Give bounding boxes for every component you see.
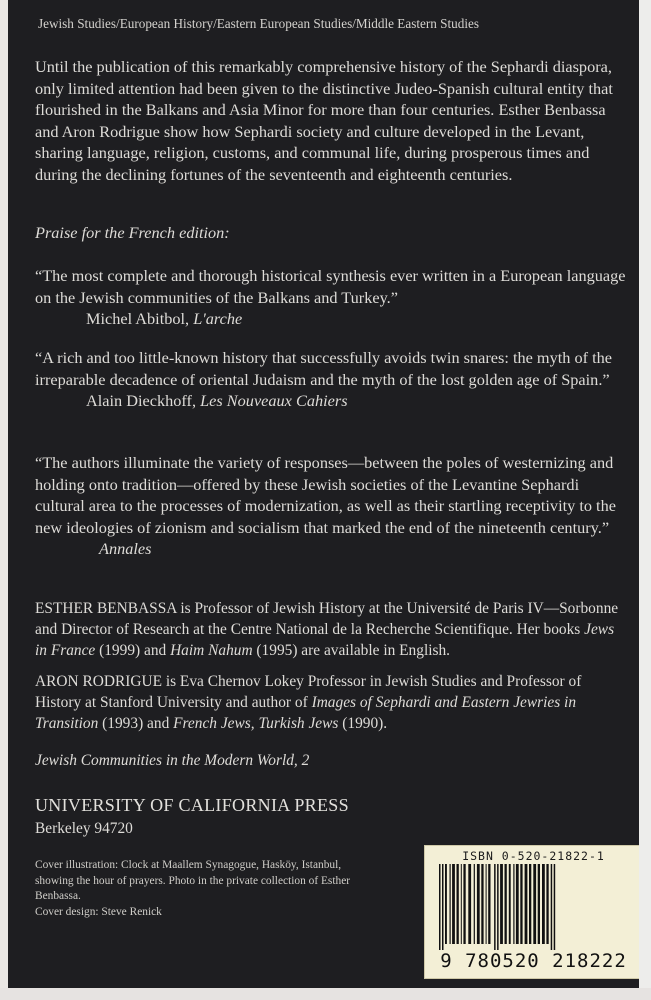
bio-text: (1993) and — [98, 715, 174, 732]
review-quote-3 — [35, 452, 627, 560]
page-edge-bottom — [0, 988, 651, 1000]
illustration-credit: Cover illustration: Clock at Maallem Synagogue, Hasköy, Istanbul, showing the hour of prayers. Photo in the private collection of Esther Benbassa. — [35, 859, 351, 902]
quote-attribution — [35, 308, 627, 330]
quote-source: Les Nouveaux Cahiers — [200, 391, 348, 410]
isbn-text: ISBN 0-520-21822-1 — [462, 849, 605, 863]
bio-text: (1995) are available in English. — [252, 642, 451, 659]
book-title: Images of Sephardi and Eastern Jewries in Transition — [35, 694, 577, 732]
barcode-icon — [437, 864, 629, 950]
author-bio-benbassa — [35, 598, 627, 661]
cover-credits — [35, 858, 375, 920]
quote-text: “The authors illuminate the variety of responses—between the poles of westernizing and holding onto tradition—offered by these Jewish societies of the Levantine Sephardi cultural area to the processes of modernization, as well as their startling receptivity to the new ideologies of zionism and socialism that marked the end of the nineteenth century.” — [35, 453, 616, 537]
page-edge — [639, 0, 651, 1000]
praise-heading: Praise for the French edition: — [35, 223, 230, 242]
bio-text: ESTHER BENBASSA is Professor of Jewish History at the Université de Paris IV—Sorbonne and Director of Research at the Centre National de la Recherche Scientifique. Her books — [35, 600, 619, 638]
book-title: Haim Nahum — [170, 642, 253, 659]
bio-text: ARON RODRIGUE is Eva Chernov Lokey Professor in Jewish Studies and Professor of History at Stanford University and author of — [35, 673, 582, 711]
book-title: French Jews, Turkish Jews — [173, 715, 339, 732]
review-quote-1 — [35, 265, 627, 330]
ean-number: 9 780520 218222 — [440, 950, 627, 972]
book-title: Jews in France — [35, 621, 615, 659]
quote-text: “A rich and too little-known history that successfully avoids twin snares: the myth of the irreparable decadence of oriental Judaism and the myth of the lost golden age of Spain.” — [35, 348, 612, 389]
quote-text: “The most complete and thorough historical synthesis ever written in a European language on the Jewish communities of the Balkans and Turkey.” — [35, 266, 626, 307]
back-cover — [8, 0, 639, 988]
bio-text: (1990). — [338, 715, 388, 732]
quote-source: Annales — [99, 539, 152, 558]
bio-text: (1999) and — [95, 642, 171, 659]
publisher-name: UNIVERSITY OF CALIFORNIA PRESS — [35, 795, 349, 815]
description-paragraph: Until the publication of this remarkably comprehensive history of the Sephardi diaspora, only limited attention had been given to the distinctive Judeo-Spanish cultural entity that flourished in the Balkans and Asia Minor for more than four centuries. Esther Benbassa and Aron Rodrigue show how Sephardi society and culture developed in the Levant, sharing language, religion, customs, and communal life, during prosperous times and during the declining fortunes of the seventeenth and eighteenth centuries. — [35, 57, 613, 184]
quote-source: L'arche — [193, 309, 243, 328]
publisher-city: Berkeley 94720 — [35, 820, 133, 837]
subject-categories: Jewish Studies/European History/Eastern European Studies/Middle Eastern Studies — [38, 16, 479, 31]
series-title: Jewish Communities in the Modern World, 2 — [35, 752, 310, 769]
quote-author: Alain Dieckhoff, — [86, 391, 197, 410]
barcode-label — [424, 845, 643, 979]
quote-author: Michel Abitbol, — [86, 309, 190, 328]
quote-attribution — [35, 390, 627, 412]
design-credit: Cover design: Steve Renick — [35, 905, 162, 918]
review-quote-2 — [35, 347, 627, 412]
author-bio-rodrigue — [35, 671, 627, 734]
